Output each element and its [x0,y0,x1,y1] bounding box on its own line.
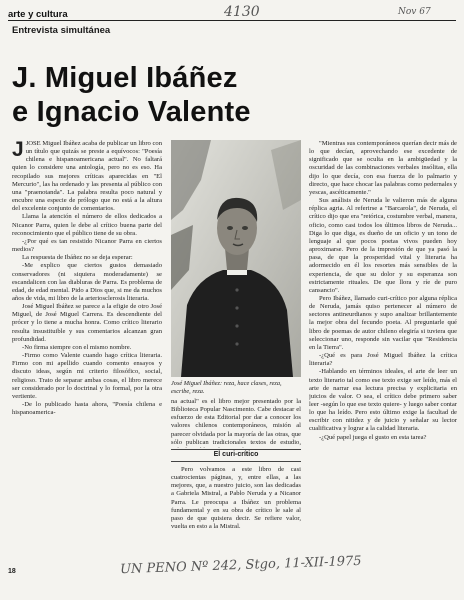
column-middle-bottom [171,466,301,558]
paragraph: -Hablando en términos ideales, el arte de leer un texto literario tal como ese texto exige ser leído, más el arte de narrar esa lectura precisa y explicitaria en juicios de valor. O sea, el crítico debe primero saber leer -según lo que ese texto quiere- y luego saber contar lo que ha leído. Pero esto último exige la facultad de escribir con nitidez y de juicio y señalar su lector cualificativa y lograr a la calidad literaria. [309,368,457,433]
portrait-photo [171,140,301,377]
subhead: El curi-crítico [213,451,259,458]
paragraph: Pero Ibáñez, llamado curi-crítico por alguna réplica de Neruda, jamás quiso pertenecer al número de sectores antineurdianos y supo analizar brillantemente la mejor obra del fecundo poeta. Al preguntarle qué libro de poemas de autor chileno elegiría si tuviera que seleccionar uno, responde sin vacilar que "Residencia en la Tierra". [309,294,457,351]
paragraph: La respuesta de Ibáñez no se deja esperar: [22,254,133,262]
paragraph: -No firma siempre con el mismo nombre. [22,343,132,351]
paragraph: -Firmo como Valente cuando hago crítica literaria. Firmo con mi apellido cuando comento ensayos y discuto ideas, según mi criterio filosófico, social, religioso. Trato de separar ambas cosas, el libro merece ser considerado por lo doctrinal y lo formal, por la otra vertiente. [12,352,162,400]
title-line-2: e Ignacio Valente [12,96,251,128]
handwritten-source: UN PENO Nº 242, Stgo, 11-XII-1975 [119,553,362,578]
subhead-rule-bottom [171,461,301,462]
drop-cap: J [12,140,24,161]
title-line-1: J. Miguel Ibáñez [12,62,238,94]
handwritten-number: 4130 [224,4,260,20]
column-left [12,140,162,558]
column-middle-top [171,398,301,448]
paragraph: -¿Por qué es tan resistido Nicanor Parra en ciertos medios? [12,237,162,254]
section-label: arte y cultura [8,9,68,20]
handwritten-date: Nov 67 [398,7,431,17]
paragraph: Llama la atención el número de ellos dedicados a Nicanor Parra, quien le debe al crítico buena parte del reconocimiento que el público tiene de su obra. [12,213,162,237]
paragraph: JJOSE Miguel Ibáñez acaba de publicar un libro con un título que quizás se preste a equívocos: "Poesía chilena e hispanoamericana actual". No faltará quien lo considere una antología, pero no es eso. Ha recopilado sus mejores críticas aparecidas en "El Mercurio", las ha ordenado y las presenta al público con una "praenotanda". La palabra resulta poco natural y encubre una especie de prólogo que no está a la altura del excelente conjunto de comentarios. [12,140,162,213]
paragraph: -¿Qué papel juega el gusto en esta tarea? [319,433,427,441]
paragraph: Sus análisis de Neruda le valieron más de alguna réplica agria. Al referirse a "Barcarola", de Neruda, el crítico dijo que era "retórica, costumbre verbal, manera, oficio, como casi todos los últimos libros de Neruda... Diga lo que diga, es dueño de un oficio y un tono de lenguaje al que pocos poetas vivos pueden hoy aproximarse. Pero de la impresión de que ya pasó la pasa, de que la prosperidad vital y literaria ha adormecido en él los resortes más sensibles de la experiencia, de que su dolor y su esperanza son estrictamente rituales. De que llora y ríe de puro cansancio". [309,197,457,294]
paragraph: -Me explico que ciertos gustos demasiado conservadores (ni siquiera moderadamente) se escandalicen con las diabluras de Parra. Es problema de edad, de edad mental. Pido a Dios que, si me da muchos años de vida, mi libro de la arteriosclerosis literaria. [12,262,162,302]
paragraph: José Miguel Ibáñez se parece a la efigie de otro José Miguel, de José Miguel Carrera. Es descendiente del prócer y lo tiene a mucha honra. Como crítico literario resulta insustituible y sus comentarios alcanzan gran profundidad. [12,303,162,343]
paragraph: "Mientras sus contemporáneos querían decir más de lo que decían, aprovechando ese excedente de significado que se oculta en la ambigüedad y la oscuridad de las combinaciones verbales insólitas, ella dijo lo que decía, con esa fuerza de lo palmario y directo, que hace chocar las palabras como pedernales y yescas, ascéticamente." [309,140,457,196]
photo-caption: José Miguel Ibáñez: reza, hace clases, reza, escribe, reza. [171,380,282,395]
column-right [309,140,457,558]
paragraph: Pero volvamos a este libro de casi cuatrocientas páginas, y, entre ellas, a las mejores, que, a nuestro juicio, son las dedicadas a Gabriela Mistral, a Pablo Neruda y a Nicanor Parra. Le preocupa a Ibáñez un problema fundamental y en su obra de crítico le sale al paso de que quisiera decir. Se refiere valor, vuelta en esto a la Mistral. [171,466,301,531]
page-number: 18 [8,568,16,575]
paragraph: -De lo publicado hasta ahora, "Poesía chilena e hispanoamerica- [12,401,162,417]
kicker: Entrevista simultánea [12,25,111,36]
header-rule [8,20,456,21]
subhead-rule-top [171,449,301,450]
paragraph: na actual" es el libro mejor presentado por la Biblioteca Popular Nascimento. Cabe destacar el esfuerzo de esta Editorial por dar a conocer los valores chilenos contemporáneos, misión al parecer olvidada por la mayoría de las otras, que sólo publican tradicionales textos de estudio, [171,398,301,446]
paragraph: -¿Qué es para José Miguel Ibáñez la crítica literaria? [309,352,457,368]
